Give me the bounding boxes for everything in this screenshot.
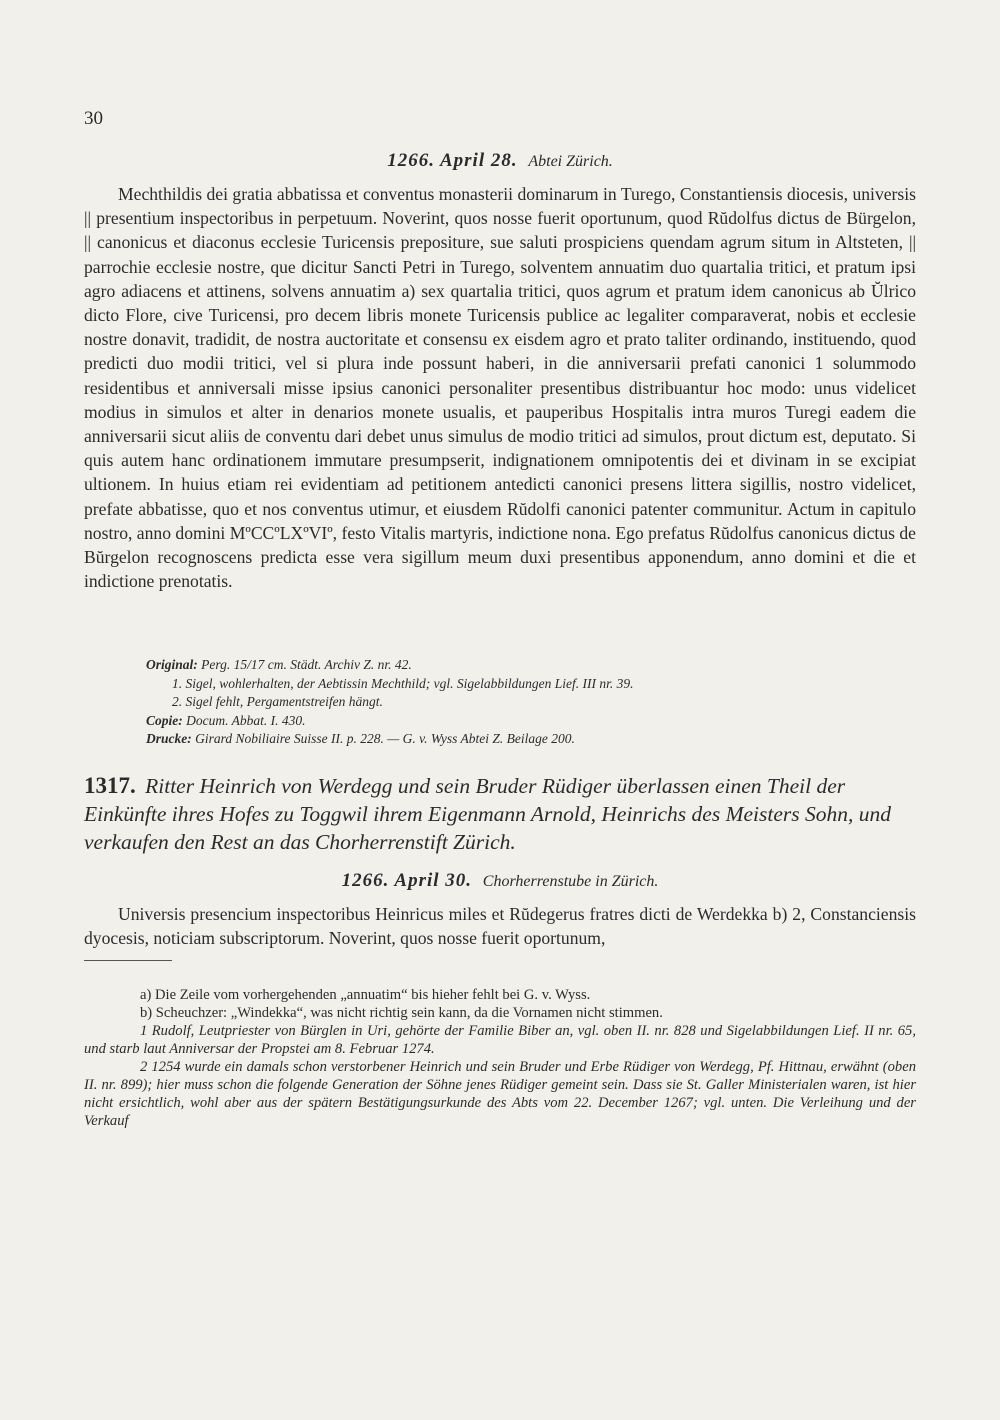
charter-header-1266-april-28 xyxy=(84,150,916,172)
charter-date: 1266. April 28. xyxy=(387,150,518,171)
charter-date: 1266. April 30. xyxy=(341,870,473,891)
footnote-b: b) Scheuchzer: „Windekka“, was nicht richtig sein kann, da die Vornamen nicht stimmen. xyxy=(140,1005,663,1021)
footnote-1: 1 Rudolf, Leutpriester von Bürglen in Uri, gehörte der Familie Biber an, vgl. oben II. nr. 828 und Sigelabbildungen Lief. II nr. 65, und starb laut Anniversar der Propstei am 8. Februar 1274. xyxy=(84,1023,916,1057)
charter-paragraph: Universis presencium inspectoribus Heinricus miles et Rŭdegerus fratres dicti de Werdekka b) 2, Constanciensis dyocesis, noticiam subscriptorum. Noverint, quos nosse fuerit oportunum, xyxy=(84,904,916,949)
charter-source-notes xyxy=(146,656,826,749)
footnotes xyxy=(84,986,916,1130)
footnote-2: 2 1254 wurde ein damals schon verstorbener Heinrich und sein Bruder und Erbe Rüdiger von Werdegg, Pf. Hittnau, erwähnt (oben II. nr. 899); hier muss schon die folgende Generation der Söhne jenes Rüdiger gemeint sein. Dass sie St. Galler Ministerialen waren, ist hier nicht ersichtlich, wohl aber aus der spätern Bestätigungsurkunde des Abts vom 22. December 1267; vgl. unten. Die Verleihung und der Verkauf xyxy=(84,1059,916,1129)
charter-header-1266-april-30 xyxy=(84,870,916,892)
footnote-divider xyxy=(84,960,172,961)
charter-place: Abtei Zürich. xyxy=(528,153,613,170)
note-copie: Copie: Docum. Abbat. I. 430. xyxy=(146,712,306,728)
charter-paragraph: Mechthildis dei gratia abbatissa et conventus monasterii dominarum in Turego, Constantiensis diocesis, universis || presentium inspectoribus in perpetuum. Noverint, quos nosse fuerit oportunum, quod Rŭdolfus dictus de Bürgelon, || canonicus et diaconus ecclesie Turicensis prepositure, sue saluti prospiciens quendam agrum situm in Altsteten, || parrochie ecclesie nostre, que dicitur Sancti Petri in Turego, solventem annuatim duo quartalia tritici, et pratum ipsi agro adiacens et attinens, solvens annuatim a) sex quartalia tritici, quos agrum et pratum idem canonicus ab Ŭlrico dicto Flore, cive Turicensi, pro decem libris monete Turicensis publice ac legaliter comparaverat, nobis et ecclesie nostre donavit, tradidit, de nostra auctoritate et consensu ex eisdem agro et prato taliter ordinando, instituendo, quod predicti duo modii tritici, vel si plura inde possunt haberi, in die anniversarii prefati canonici 1 solummodo residentibus et anniversali misse ipsius canonici personaliter presentibus distribuantur hoc modo: unus videlicet modius in simulos et alter in denarios monete usualis, et pauperibus Hospitalis intra muros Turegi eadem die anniversarii sicut aliis de conventu dari debet unus simulus de modio tritici ad simulos, prout dictum est, deputato. Si quis autem hanc ordinationem immutare presumpserit, indignationem omnipotentis dei et divinam in se excipiat ultionem. In huius etiam rei evidentiam ad petitionem antedicti canonici presens littera sigillis, nostro videlicet, prefate abbatisse, quo et nos conventus utimur, et eiusdem Rŭdolfi canonici patenter communitur. Actum in capitulo nostro, anno domini MºCCºLXºVIº, festo Vitalis martyris, indictione nona. Ego prefatus Rŭdolfus canonicus dictus de Bŭrgelon recognoscens predicta esse vera sigillum meum duxi presentibus apponendum, anno domini et die et indictione prenotatis. xyxy=(84,184,916,592)
footnote-a: a) Die Zeile vom vorhergehenden „annuatim“ bis hieher fehlt bei G. v. Wyss. xyxy=(140,987,591,1003)
charter-text-2 xyxy=(84,902,916,950)
note-original: Original: Perg. 15/17 cm. Städt. Archiv Z. nr. 42. xyxy=(146,657,412,672)
page-number: 30 xyxy=(84,108,103,129)
note-seal-2: 2. Sigel fehlt, Pergamentstreifen hängt. xyxy=(172,694,383,710)
charter-number: 1317. xyxy=(84,773,136,798)
note-seal-1: 1. Sigel, wohlerhalten, der Aebtissin Mechthild; vgl. Sigelabbildungen Lief. III nr. 39. xyxy=(172,675,634,691)
regest-text: Ritter Heinrich von Werdegg und sein Bruder Rüdiger überlassen einen Theil der Einkünfte ihres Hofes zu Toggwil ihrem Eigenmann Arnold, Heinrichs des Meisters Sohn, und verkaufen den Rest an das Chorherrenstift Zürich. xyxy=(84,774,892,854)
charter-regest-1317 xyxy=(84,772,916,856)
charter-text-1 xyxy=(84,182,916,593)
note-drucke: Drucke: Girard Nobiliaire Suisse II. p. 228. — G. v. Wyss Abtei Z. Beilage 200. xyxy=(146,731,575,747)
charter-place: Chorherrenstube in Zürich. xyxy=(482,873,659,890)
